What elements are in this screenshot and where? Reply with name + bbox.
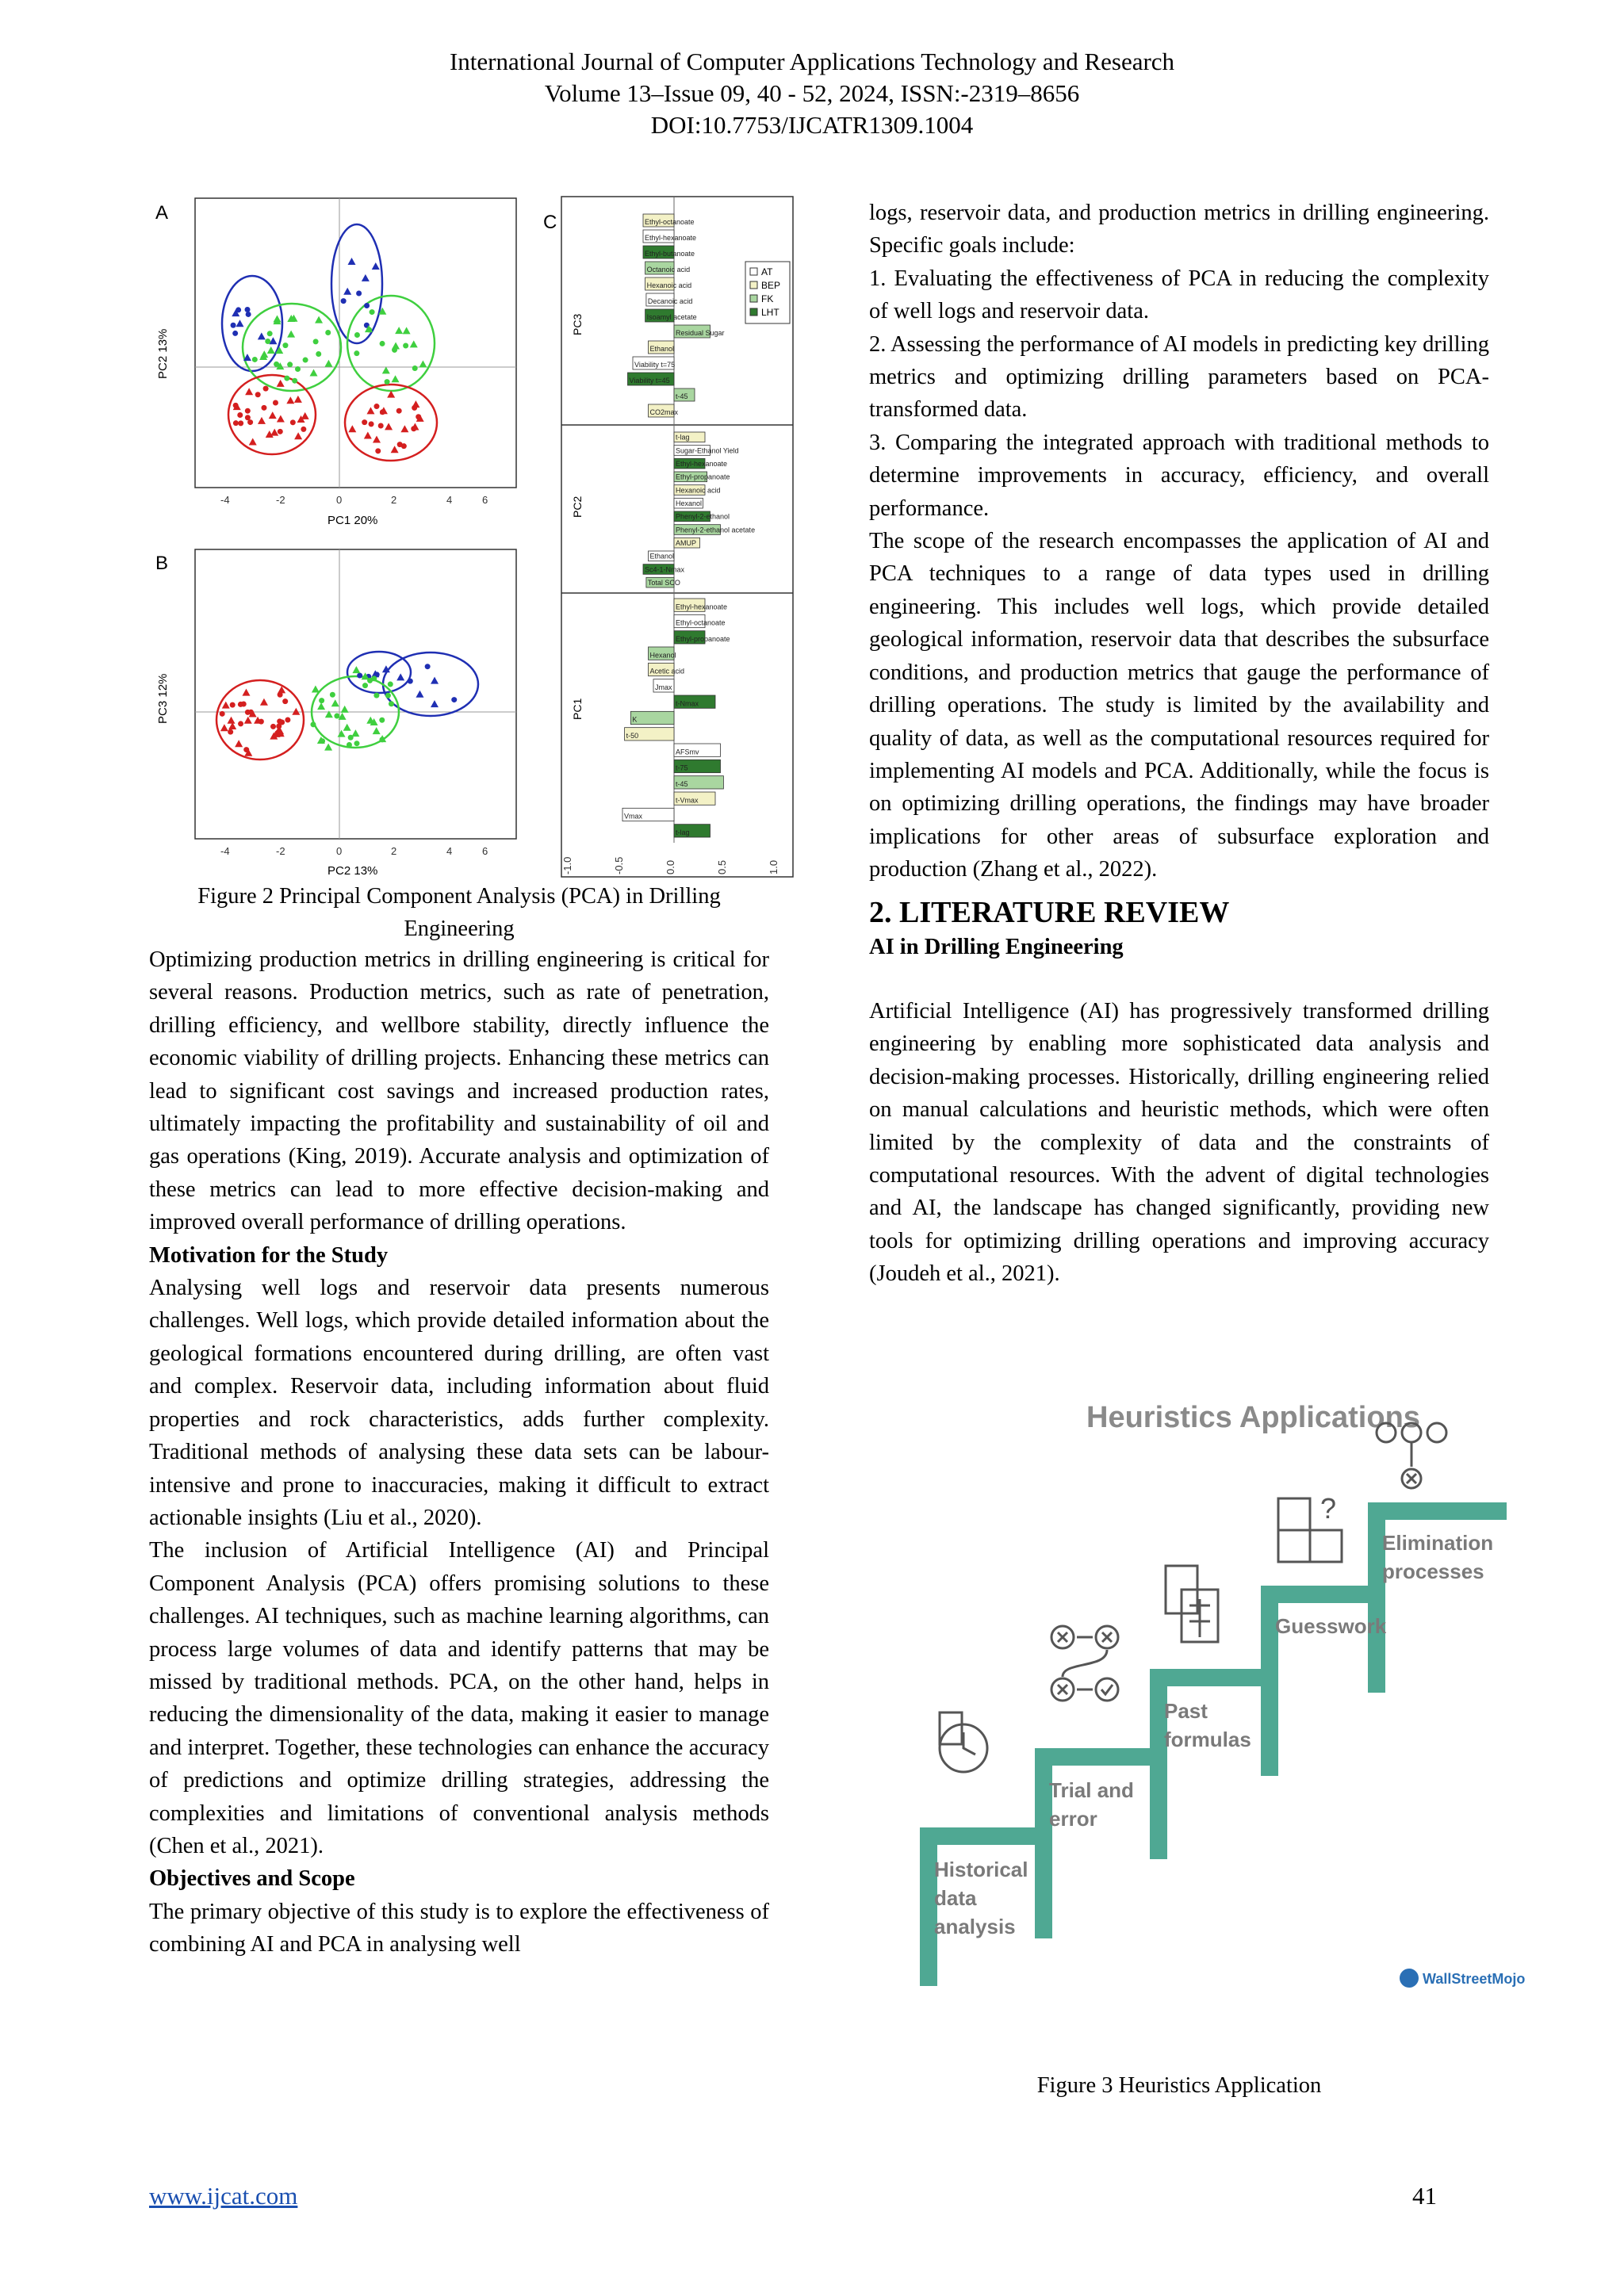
scatter-point [396,673,404,680]
scatter-point [261,405,266,411]
scatter-point [385,379,390,385]
scatter-point [238,721,243,726]
scatter-point [380,341,385,346]
scatter-point [295,366,301,372]
c-tick: -0.5 [613,856,625,874]
scatter-point [431,700,439,707]
scatter-point [263,386,269,392]
scatter-point [356,291,362,297]
scatter-point [220,724,228,731]
scatter-point [416,691,423,698]
scatter-point [341,298,347,304]
scatter-point [273,315,281,322]
scatter-point [396,408,402,414]
scatter-point [388,682,393,687]
scatter-point [292,378,297,384]
goal-item-1: 1. Evaluating the effectiveness of PCA in reducing the complexity of well logs and reservoir data. [869,266,1489,324]
loading-bar-label: Ethyl-octanoate [676,618,726,627]
paragraph: The inclusion of Artificial Intelligence (AI) and Principal Component Analysis (PCA) offers promising solutions to these challenges. AI techniques, such as machine learning algorithms, can process large volumes of data and identify patterns that may be missed by traditional methods. PCA, on the other hand, helps in reducing the dimensionality of the data, making it easier to manage and interpret. Together, these technologies can enhance the accuracy of predictions and optimize drilling strategies, addressing the complexities and limitations of conventional analysis methods (Chen et al., 2021). [149,1538,769,1858]
legend-lht: LHT [761,307,779,318]
scatter-point [416,414,421,419]
panel-b-letter: B [155,553,169,574]
scatter-point [334,714,339,719]
step-past-formulas: Past formulas [1164,1699,1251,1751]
scatter-point [379,718,385,723]
subheading-motivation: Motivation for the Study [149,1242,389,1268]
clock-chart-icon [940,1712,987,1772]
scatter-point [401,443,407,449]
loading-bar-label: Hexanoic acid [646,281,692,289]
loading-bar-label: Hexanoic acid [676,486,721,495]
scatter-point [351,729,359,737]
scatter-point [348,258,356,265]
scatter-point [278,429,283,434]
panel-a-scatter [155,198,516,527]
loading-bar-label: Phenyl-2-ethanol acetate [676,526,756,534]
step-guesswork: Guesswork [1275,1614,1387,1638]
subheading-ai: AI in Drilling Engineering [869,934,1124,959]
scatter-point [292,708,300,715]
svg-text:?: ? [1320,1492,1337,1525]
step-trial: Trial and error [1049,1778,1134,1831]
scatter-point [255,392,261,397]
scatter-point [252,357,258,362]
paragraph: logs, reservoir data, and production metrics in drilling engineering. Specific goals include: [869,201,1489,258]
scatter-point [324,360,332,367]
scatter-point [287,362,293,367]
loading-bar-label: K [632,715,638,724]
loading-bar-label: t-lag [676,828,690,836]
scatter-point [238,420,243,426]
scatter-point [425,664,431,669]
scatter-point [315,316,323,323]
scatter-point [385,423,393,430]
loading-bar-label: t-50 [626,732,639,740]
scatter-point [259,719,264,725]
figure-3-caption: Figure 3 Heuristics Application [1036,2073,1322,2098]
loading-bar-label: Viability t=45 [629,377,670,385]
scatter-point [231,323,236,328]
loading-bar-label: Ethanol [649,552,675,561]
loading-bar-label: Sugar-Ethanol Yield [676,446,739,455]
loading-bar-label: Ethyl-hexanoate [645,234,697,242]
journal-title: International Journal of Computer Applications Technology and Research [449,48,1175,75]
b-tick: 0 [336,845,343,857]
scatter-point [247,419,253,425]
loading-bar-label: Hexanol [649,651,676,660]
scatter-point [313,339,319,344]
loading-bar-label: Octanoic acid [646,266,691,274]
scatter-point [284,376,289,381]
loading-bar-label: AMUP [676,539,697,547]
scatter-point [395,327,403,334]
figure-2-pca [149,197,793,878]
journal-doi: DOI:10.7753/IJCATR1309.1004 [650,111,974,139]
calculator-icon [1166,1566,1218,1642]
wallstreetmojo-logo [1400,1969,1525,1988]
panel-b-xlabel: PC2 13% [327,864,378,878]
scatter-point [319,698,324,703]
scatter-point [378,423,384,429]
scatter-point [354,740,359,746]
scatter-point [343,724,351,731]
subheading-objectives: Objectives and Scope [149,1866,355,1892]
panel-b-scatter [155,549,516,878]
figure-2-caption: Figure 2 Principal Component Analysis (PCA) in Drilling Engineering [197,884,721,941]
loading-bar-label: Isoamyl acetate [646,313,697,321]
scatter-point [282,698,288,704]
legend-at: AT [761,266,773,277]
loading-bar [630,711,674,724]
panel-a-letter: A [155,202,169,224]
scatter-point [267,331,273,336]
scatter-point [282,342,288,348]
scatter-point [222,702,230,709]
loading-bar-label: t-Nmax [676,699,699,708]
scatter-point [232,331,238,336]
scatter-point [317,702,325,710]
paragraph: The primary objective of this study is to explore the effectiveness of combining AI and PCA in analysing well [149,1899,769,1957]
panel-c-pc3: PC3 [571,313,584,335]
c-tick: -1.0 [561,856,573,874]
loading-bar-label: t-lag [676,433,690,442]
scatter-point [354,332,360,338]
loading-bar-label: t-75 [676,763,688,772]
scatter-point [347,742,352,748]
scatter-point [320,738,325,744]
scatter-point [245,388,253,395]
panel-c-ticks [561,857,779,874]
scatter-point [244,717,252,724]
b-tick: 6 [482,845,488,857]
scatter-point [276,723,282,729]
scatter-point [270,724,276,729]
scatter-point [357,673,362,679]
panel-c-loadings [543,197,793,877]
brand-name: WallStreetMojo [1423,1971,1526,1987]
scatter-point [273,400,278,405]
loading-bar-label: Sc4-1-Nmax [645,565,685,574]
loading-bar-label: CO2max [649,408,679,416]
loading-bar-label: t-Vmax [676,796,699,805]
scatter-point [373,727,381,734]
scatter-point [373,435,381,442]
b-tick: -4 [220,845,230,857]
scatter-point [382,366,390,373]
loading-bar-label: Jmax [655,683,672,691]
scatter-point [312,686,320,693]
scatter-point [245,710,251,715]
loading-bar-label: Residual Sugar [676,329,725,337]
scatter-point [249,438,257,446]
c-tick: 0.5 [716,859,728,874]
step-elimination: Elimination processes [1382,1531,1494,1583]
panel-a-ylabel: PC2 13% [156,328,170,379]
scatter-point [362,419,367,425]
b-tick: 2 [391,845,397,857]
scatter-point [343,288,351,295]
scatter-point [348,425,356,432]
scatter-point [373,693,379,698]
scatter-point [265,339,270,344]
scatter-point [369,421,374,427]
panel-c-letter: C [543,212,557,233]
scatter-point [338,730,346,737]
scatter-point [260,350,268,358]
loading-bar-label: Ethanol [649,345,675,353]
loading-bar-label: Acetic acid [649,667,685,675]
a-tick: -2 [276,494,285,506]
scatter-point [392,342,400,350]
scatter-point [303,358,308,363]
scatter-point [373,404,379,409]
scatter-point [277,380,285,387]
a-tick: 2 [391,494,397,506]
scatter-point [230,702,236,708]
a-tick: 6 [482,494,488,506]
scatter-point [301,427,306,432]
scatter-point [310,369,318,377]
scatter-point [325,330,331,335]
right-column [869,197,1489,1291]
scatter-point [270,429,278,436]
scatter-point [286,396,294,404]
scatter-point [228,729,233,735]
loading-bar-label: Decanoic acid [647,297,693,305]
scatter-point [245,408,251,414]
scatter-point [228,717,236,724]
scatter-point [285,718,290,723]
goal-item-3: 3. Comparing the integrated approach with traditional methods to determine improvements in accuracy, efficiency, and overall performance. [869,430,1489,521]
scatter-point [330,692,335,698]
loading-bar-label: t-45 [676,392,688,400]
loading-bar-label: Viability t=75 [634,361,676,369]
loading-bar-label: Hexanol [676,499,703,507]
section-heading: 2. LITERATURE REVIEW [869,895,1230,929]
scatter-point [412,365,418,371]
loading-bar-label: Phenyl-2-ethanol [676,512,730,521]
scatter-point [362,274,370,281]
scatter-point [233,420,239,426]
loading-bar-label: Ethyl-propanoate [676,635,730,643]
goal-item-2: 2. Assessing the performance of AI models in predicting key drilling metrics and optimizing drilling parameters based on PCA-transformed data. [869,331,1489,423]
panel-c-legend [745,262,790,323]
scatter-point [392,375,400,382]
trial-error-icon [1051,1626,1118,1701]
scatter-point [260,698,268,706]
scatter-point [316,351,321,357]
a-tick: -4 [220,494,230,506]
scatter-point [287,331,295,338]
scatter-point [372,262,380,270]
scatter-point [362,683,368,688]
loading-bar-label: Ethyl-octanoate [645,218,695,226]
c-tick: 0.0 [665,859,676,874]
scatter-point [367,678,373,683]
paragraph: The scope of the research encompasses the application of AI and PCA techniques to a range of data types used in drilling engineering. This includes well logs, which provide detailed geological information, reservoir data that describes the subsurface conditions, and production metrics that gauge the performance of drilling operations. The study is limited by the availability and quality of data, as well as the computational resources required for implementing AI models and PCA. Additionally, while the focus is on optimizing drilling operations, the findings may have broader implications for other areas of subsurface exploration and production (Zhang et al., 2022). [869,529,1489,882]
scatter-point [277,415,285,422]
scatter-point [277,718,282,724]
loading-bar-label: AFSmv [676,748,699,756]
scatter-point [235,740,243,747]
scatter-point [267,346,275,354]
footer-website-link[interactable]: www.ijcat.com [149,2182,298,2210]
panel-c-pc2: PC2 [571,496,584,518]
panel-b-ylabel: PC3 12% [156,673,170,724]
panel-c-pc1: PC1 [571,698,584,720]
b-tick: -2 [276,845,285,857]
puzzle-icon [1278,1492,1342,1562]
scatter-point [310,721,316,727]
scatter-point [408,679,413,684]
fig3-title: Heuristics Applications [1086,1401,1420,1434]
loading-bar-label: Ethyl-hexanoate [676,603,728,611]
scatter-point [294,396,302,403]
journal-volume: Volume 13–Issue 09, 40 - 52, 2024, ISSN:-2319–8656 [544,79,1080,107]
scatter-point [294,432,302,439]
scatter-point [352,666,360,673]
loading-bar-label: t-45 [676,780,688,788]
scatter-point [366,407,374,414]
a-tick: 4 [446,494,453,506]
c-tick: 1.0 [768,859,779,874]
scatter-point [331,699,339,706]
panel-a-xlabel: PC1 20% [327,514,378,527]
scatter-point [236,320,243,327]
page-number: 41 [1412,2182,1437,2210]
paragraph: Analysing well logs and reservoir data presents numerous challenges. Well logs, which provide detailed information about the geological formations encountered during drilling, are often vast and complex. Reservoir data, including information about fluid properties and rock characteristics, adds further complexity. Traditional methods of analysing these data sets can be labour-intensive and prone to inaccuracies, making it difficult to extract actionable insights (Liu et al., 2020). [149,1276,769,1530]
paragraph: Artificial Intelligence (AI) has progressively transformed drilling engineering by enabling more sophisticated data analysis and decision-making processes. Historically, drilling engineering relied on manual calculations and heuristic methods, which were often limited by the complexity of data and the constraints of computational resources. With the advent of digital technologies and AI, the landscape has changed significantly, providing new tools for optimizing drilling operations and improving accuracy (Joudeh et al., 2021). [869,998,1489,1287]
scatter-point [242,689,250,696]
left-column [149,943,769,1961]
figure-3-heuristics [920,1391,1526,2018]
scatter-point [220,711,225,717]
loading-bar-label: Vmax [624,812,643,821]
scatter-point [258,417,266,424]
scatter-point [431,677,439,684]
legend-fk: FK [761,293,774,304]
scatter-point [243,747,249,752]
scatter-point [237,412,243,418]
scatter-point [419,361,427,368]
scatter-point [233,403,239,408]
loading-bar-label: Ethyl-butanoate [645,250,695,258]
paragraph: Optimizing production metrics in drilling engineering is critical for several reasons. Production metrics, such as rate of penetration, drilling efficiency, and wellbore stability, directly influence the economic viability of drilling projects. Enhancing these metrics can lead to significant cost savings and increased production rates, ultimately impacting the profitability and sustainability of oil and gas operations (King, 2019). Accurate analysis and optimization of these metrics can lead to more effective decision-making and improved overall performance of drilling operations. [149,947,769,1235]
scatter-point [245,307,251,312]
scatter-point [278,692,283,698]
scatter-point [370,309,375,315]
scatter-point [354,350,359,356]
scatter-point [385,693,391,698]
scatter-point [403,327,411,334]
loading-bar-label: Ethyl-propanoate [676,473,730,481]
loading-bar-label: Ethyl-hexanoate [676,460,728,468]
loading-bar-label: Total SCO [647,579,680,587]
journal-header [0,46,1624,141]
scatter-point [246,312,251,317]
scatter-point [324,744,332,751]
b-tick: 4 [446,845,453,857]
scatter-point [391,446,399,453]
scatter-point [258,332,266,339]
scatter-point [364,431,372,438]
scatter-point [341,706,349,713]
step-historical: Historical data analysis [934,1858,1028,1938]
scatter-point [412,405,417,411]
scatter-point [403,343,408,349]
scatter-point [375,448,381,453]
scatter-point [290,419,296,425]
scatter-point [389,701,394,706]
scatter-point [451,697,457,702]
scatter-point [410,340,418,347]
scatter-point [238,702,243,707]
legend-bep: BEP [761,280,781,291]
scatter-point [400,425,408,432]
a-tick: 0 [336,494,343,506]
scatter-point [364,303,370,308]
scatter-point [269,411,277,419]
